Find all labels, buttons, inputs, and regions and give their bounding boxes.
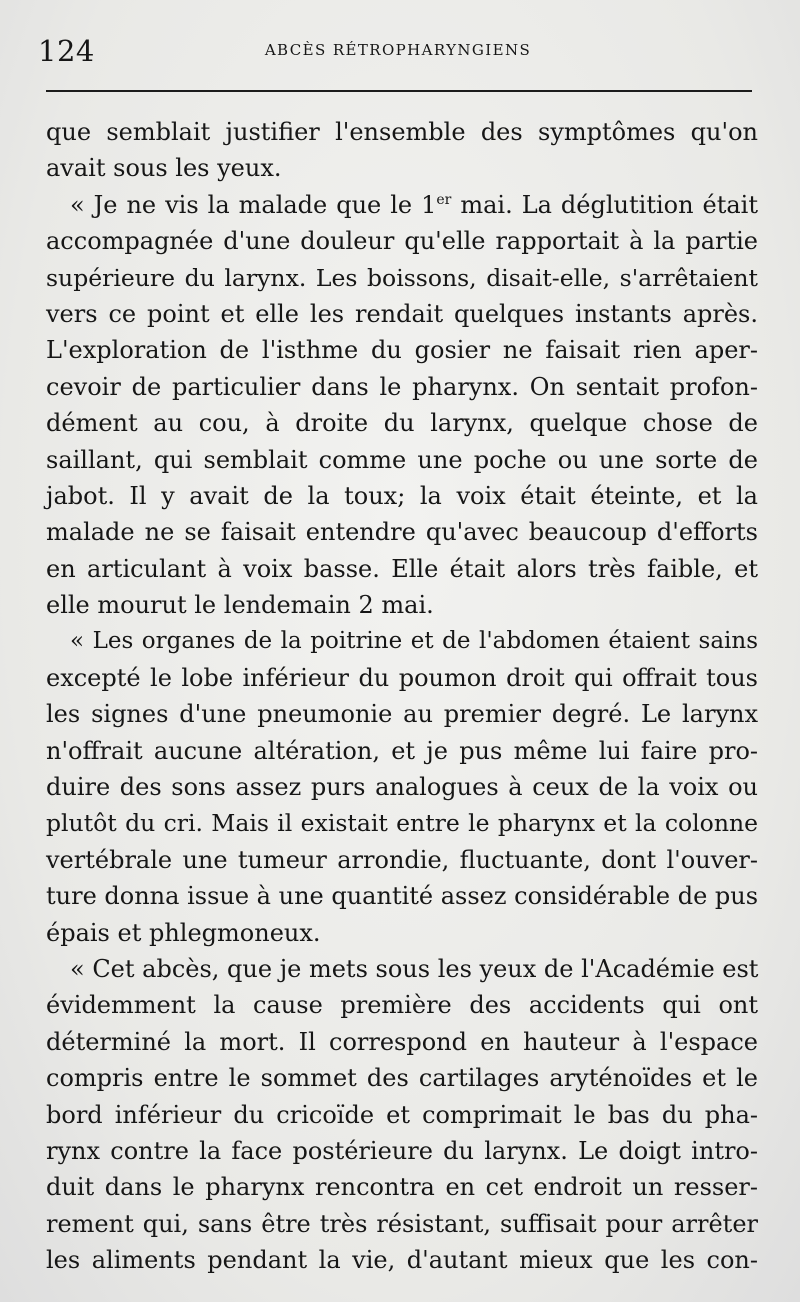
text-line: accompagnée d'une douleur qu'elle rapportait à la partie bbox=[46, 227, 758, 256]
text-line: en articulant à voix basse. Elle était alors très faible, et bbox=[46, 554, 758, 583]
text-line bbox=[46, 187, 758, 223]
page-number: 124 bbox=[38, 34, 95, 68]
text-line: plutôt du cri. Mais il existait entre le pharynx et la colonne bbox=[46, 809, 758, 838]
text-line: elle mourut le lendemain 2 mai. bbox=[46, 591, 434, 620]
text-line: « Les organes de la poitrine et de l'abdomen étaient sains bbox=[70, 628, 758, 655]
text-line: rynx contre la face postérieure du larynx. Le doigt intro- bbox=[46, 1136, 758, 1165]
body-text bbox=[46, 114, 758, 1279]
text-line: excepté le lobe inférieur du poumon droit qui offrait tous bbox=[46, 663, 758, 692]
superscript: er bbox=[436, 191, 452, 208]
text-line: dément au cou, à droite du larynx, quelque chose de bbox=[46, 409, 758, 438]
text-line: L'exploration de l'isthme du gosier ne faisait rien aper- bbox=[46, 336, 758, 365]
page-header bbox=[38, 34, 758, 74]
text-line: cevoir de particulier dans le pharynx. On sentait profon- bbox=[46, 372, 758, 401]
text-line: n'offrait aucune altération, et je pus même lui faire pro- bbox=[46, 736, 758, 765]
text-line: compris entre le sommet des cartilages aryténoïdes et le bbox=[46, 1064, 758, 1093]
text-line: ture donna issue à une quantité assez considérable de pus bbox=[46, 882, 759, 911]
text-line: les signes d'une pneumonie au premier degré. Le larynx bbox=[46, 700, 758, 729]
text-line: les aliments pendant la vie, d'autant mieux que les con- bbox=[46, 1246, 758, 1275]
text-line: vertébrale une tumeur arrondie, fluctuante, dont l'ouver- bbox=[46, 845, 758, 874]
text-line: supérieure du larynx. Les boissons, disait-elle, s'arrêtaient bbox=[46, 263, 758, 292]
text-line: jabot. Il y avait de la toux; la voix était éteinte, et la bbox=[46, 481, 758, 510]
text-line: déterminé la mort. Il correspond en hauteur à l'espace bbox=[46, 1027, 758, 1056]
text-line: malade ne se faisait entendre qu'avec beaucoup d'efforts bbox=[46, 518, 758, 547]
text-line: rement qui, sans être très résistant, suffisait pour arrêter bbox=[46, 1209, 758, 1238]
text-segment: mai. La déglutition était bbox=[451, 190, 758, 219]
header-rule bbox=[46, 90, 752, 92]
text-line: avait sous les yeux. bbox=[46, 154, 282, 183]
running-title: ABCÈS RÉTROPHARYNGIENS bbox=[264, 41, 532, 59]
text-line: « Cet abcès, que je mets sous les yeux de l'Académie est bbox=[70, 954, 759, 983]
text-line: saillant, qui semblait comme une poche ou une sorte de bbox=[46, 445, 758, 474]
text-line: que semblait justifier l'ensemble des symptômes qu'on bbox=[46, 118, 758, 146]
text-segment: « Je ne vis la malade que le 1 bbox=[70, 190, 437, 219]
text-line: duit dans le pharynx rencontra en cet endroit un resser- bbox=[46, 1173, 758, 1202]
text-line: évidemment la cause première des accidents qui ont bbox=[46, 991, 758, 1020]
text-line: épais et phlegmoneux. bbox=[46, 918, 321, 947]
text-line: bord inférieur du cricoïde et comprimait le bas du pha- bbox=[46, 1100, 758, 1129]
text-line: duire des sons assez purs analogues à ceux de la voix ou bbox=[46, 773, 758, 802]
text-line: vers ce point et elle les rendait quelques instants après. bbox=[46, 299, 758, 328]
